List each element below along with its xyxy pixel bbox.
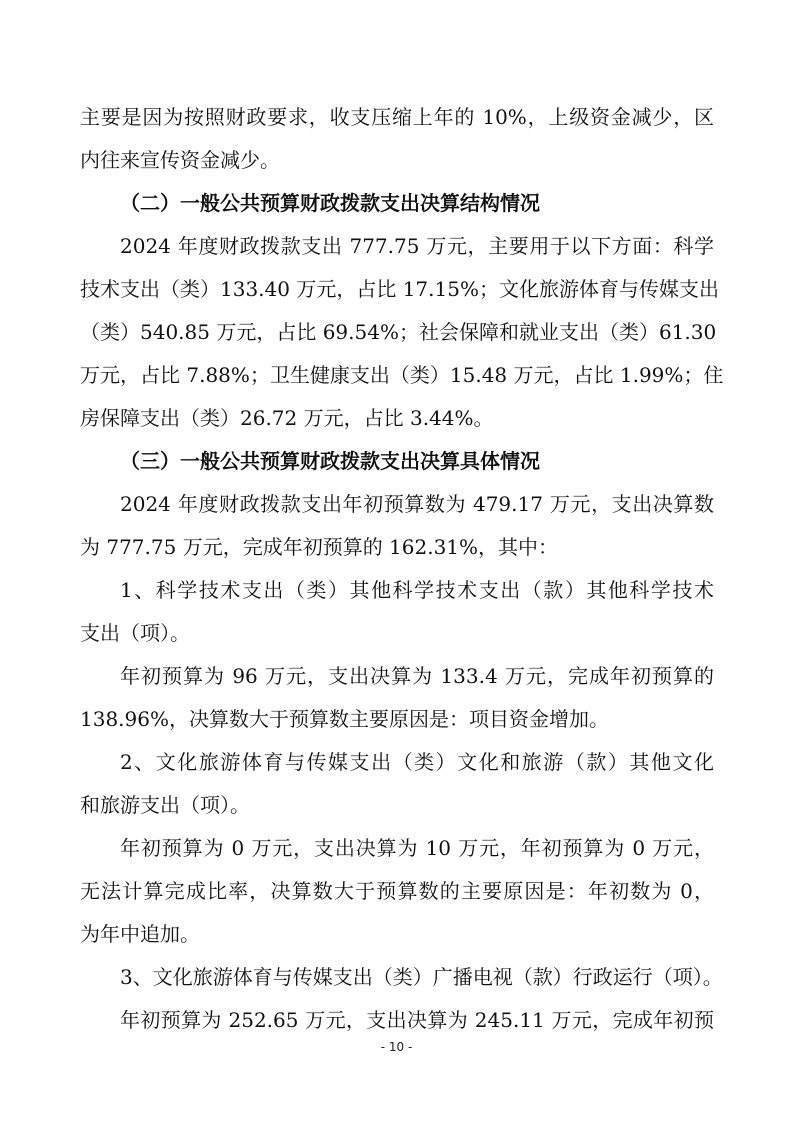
- section-heading-2: （二）一般公共预算财政拨款支出决算结构情况: [120, 191, 540, 215]
- body-text-line: 为年中追加。: [80, 922, 200, 946]
- body-text-line: 年初预算为 96 万元，支出决算为 133.4 万元，完成年初预算的: [120, 664, 714, 688]
- body-text-line: 内往来宣传资金减少。: [80, 148, 280, 172]
- body-text-line: （类）540.85 万元，占比 69.54%；社会保障和就业支出（类）61.30: [80, 320, 717, 344]
- body-text-line: 无法计算完成比率，决算数大于预算数的主要原因是：年初数为 0，: [80, 879, 714, 903]
- list-item-2: 2、文化旅游体育与传媒支出（类）文化和旅游（款）其他文化: [120, 750, 714, 774]
- body-text-line: 138.96%，决算数大于预算数主要原因是：项目资金增加。: [80, 707, 609, 731]
- list-item-3: 3、文化旅游体育与传媒支出（类）广播电视（款）行政运行（项）。: [120, 965, 723, 989]
- body-text-line: 支出（项）。: [80, 621, 190, 645]
- body-text-line: 万元，占比 7.88%；卫生健康支出（类）15.48 万元，占比 1.99%；住: [80, 363, 724, 387]
- section-heading-3: （三）一般公共预算财政拨款支出决算具体情况: [120, 449, 540, 473]
- body-text-line: 2024 年度财政拨款支出年初预算数为 479.17 万元，支出决算数: [120, 492, 714, 516]
- body-text-line: 为 777.75 万元，完成年初预算的 162.31%，其中：: [80, 535, 559, 559]
- list-item-1: 1、科学技术支出（类）其他科学技术支出（款）其他科学技术: [120, 578, 714, 602]
- body-text-line: 主要是因为按照财政要求，收支压缩上年的 10%，上级资金减少，区: [80, 105, 714, 129]
- body-text-line: 房保障支出（类）26.72 万元，占比 3.44%。: [80, 406, 494, 430]
- body-text-line: 技术支出（类）133.40 万元，占比 17.15%；文化旅游体育与传媒支出: [80, 277, 719, 301]
- page-number: - 10 -: [380, 1040, 413, 1054]
- body-text-line: 和旅游支出（项）。: [80, 793, 250, 817]
- body-text-line: 年初预算为 0 万元，支出决算为 10 万元，年初预算为 0 万元，: [120, 836, 714, 860]
- body-text-line: 2024 年度财政拨款支出 777.75 万元，主要用于以下方面：科学: [120, 234, 714, 258]
- body-text-line: 年初预算为 252.65 万元，支出决算为 245.11 万元，完成年初预: [120, 1008, 714, 1032]
